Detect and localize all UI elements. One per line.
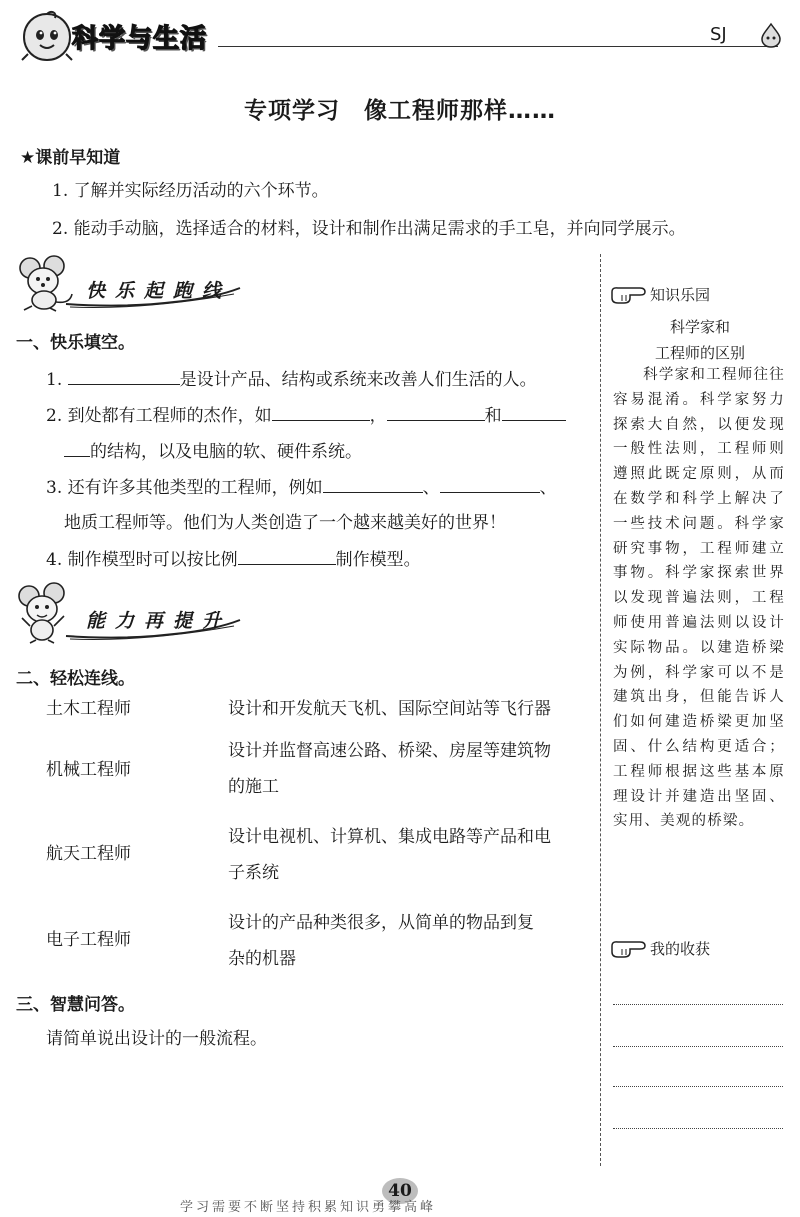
- fill-blank-3b[interactable]: [440, 474, 540, 493]
- fill-blank-2a[interactable]: [272, 402, 370, 421]
- banner-ability-up: 能力再提升: [86, 610, 232, 632]
- drop-mascot-icon: [760, 22, 782, 48]
- footer-text: 学习需要不断坚持积累知识勇攀高峰: [180, 1200, 437, 1214]
- knowledge-label: 知识乐园: [650, 286, 711, 304]
- fill-blank-4[interactable]: [238, 546, 336, 565]
- harvest-line-4[interactable]: [613, 1128, 783, 1129]
- section-fill-heading: 一、快乐填空。: [16, 333, 135, 353]
- match-right-4[interactable]: 设计的产品种类很多，从简单的物品到复: [228, 913, 534, 933]
- match-right-4-cont: 杂的机器: [228, 949, 296, 969]
- fill-question-3-cont: 地质工程师等。他们为人类创造了一个越来越美好的世界！: [64, 513, 506, 533]
- fill-question-4: 4. 制作模型时可以按比例 制作模型。: [46, 546, 421, 573]
- preview-item-2: 2. 能动手动脑，选择适合的材料，设计和制作出满足需求的手工皂，并向同学展示。: [52, 219, 686, 239]
- preview-item-1: 1. 了解并实际经历活动的六个环节。: [52, 181, 329, 201]
- mascot-logo-icon: [20, 10, 74, 64]
- fill-blank-3a[interactable]: [323, 474, 423, 493]
- fill-blank-2c[interactable]: [502, 402, 566, 421]
- match-left-1[interactable]: 土木工程师: [46, 699, 131, 719]
- fill-question-1: 1. 是设计产品、结构或系统来改善人们生活的人。: [46, 366, 537, 393]
- match-left-2[interactable]: 机械工程师: [46, 760, 131, 780]
- harvest-line-1[interactable]: [613, 1004, 783, 1005]
- harvest-line-2[interactable]: [613, 1046, 783, 1047]
- section-qa-heading: 三、智慧问答。: [16, 995, 135, 1015]
- section-match-heading: 二、轻松连线。: [16, 669, 135, 689]
- banner-happy-start: 快乐起跑线: [86, 280, 232, 302]
- match-right-2[interactable]: 设计并监督高速公路、桥梁、房屋等建筑物: [228, 741, 551, 761]
- fill-blank-1[interactable]: [68, 366, 180, 385]
- match-left-4[interactable]: 电子工程师: [46, 930, 131, 950]
- knowledge-title-1: 科学家和: [669, 318, 730, 336]
- preview-heading: ★课前早知道: [20, 148, 121, 168]
- qa-prompt: 请简单说出设计的一般流程。: [46, 1029, 267, 1049]
- edition-code: SJ: [710, 24, 727, 45]
- page-number: 40: [382, 1178, 418, 1204]
- knowledge-text: 科学家和工程师往往容易混淆。科学家努力探索大自然，以便发现一般性法则，工程师则遵照此既定原则，从而在数学和科学上解决了一些技术问题。科学家研究事物，工程师建立事物。科学家探索世界以发现普遍法则，工程师使用普遍法则以设计实际物品。以建造桥梁为例，科学家可以不是建筑出身，但能告诉人们如何建造桥梁更加坚固、什么结构更适合；工程师根据这些基本原理设计并建造出坚固、实用、美观的桥梁。: [613, 367, 785, 830]
- pointing-hand-icon: [610, 284, 650, 306]
- match-right-2-cont: 的施工: [228, 777, 279, 797]
- brand-title: 科学与生活: [72, 24, 208, 54]
- column-divider: [600, 254, 601, 1166]
- knowledge-title-2: 工程师的区别: [654, 344, 745, 362]
- fill-question-2: 2. 到处都有工程师的杰作，如 ， 和: [46, 402, 566, 429]
- harvest-line-3[interactable]: [613, 1086, 783, 1087]
- match-right-3-cont: 子系统: [228, 863, 279, 883]
- pointing-hand-icon: [610, 938, 650, 960]
- page-title: 专项学习 像工程师那样……: [244, 98, 556, 124]
- match-left-3[interactable]: 航天工程师: [46, 844, 131, 864]
- fill-question-3: 3. 还有许多其他类型的工程师，例如 、 、: [46, 474, 557, 501]
- harvest-label: 我的收获: [650, 940, 711, 958]
- match-right-3[interactable]: 设计电视机、计算机、集成电路等产品和电: [228, 827, 551, 847]
- fill-blank-2b[interactable]: [387, 402, 485, 421]
- fill-question-2-cont: 的结构，以及电脑的软、硬件系统。: [64, 438, 362, 465]
- header-rule: [218, 46, 778, 47]
- fill-blank-2c-cont[interactable]: [64, 438, 90, 457]
- match-right-1[interactable]: 设计和开发航天飞机、国际空间站等飞行器: [228, 699, 551, 719]
